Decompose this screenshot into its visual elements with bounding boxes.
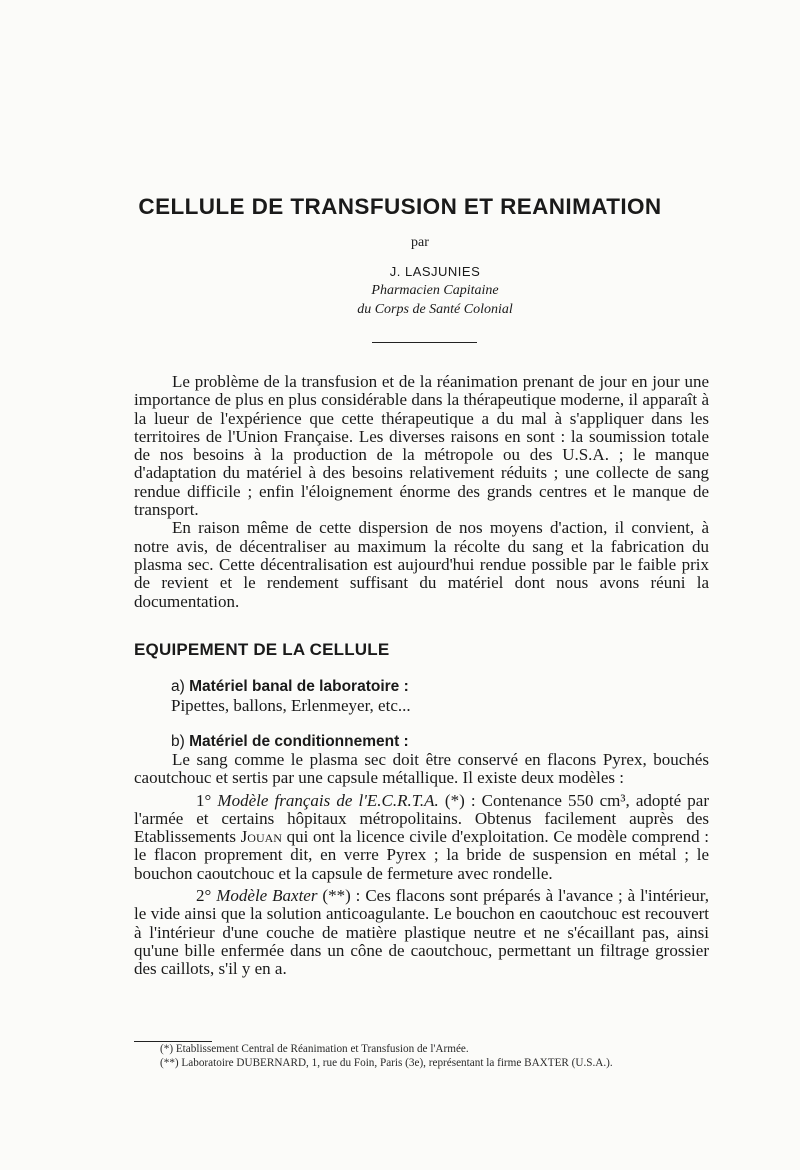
model-1-name: Modèle français de l'E.C.R.T.A. [217, 790, 439, 810]
model-1-number: 1° [196, 790, 212, 810]
subsection-a-title: Matériel banal de laboratoire : [189, 678, 409, 695]
byline-par: par [411, 235, 429, 250]
model-2-text: Ces flacons sont préparés à l'avance ; à l'intérieur, le vide ainsi que la solution anticoagulante. Le bouchon en caoutchouc est recouvert à l'intérieur d'une couche de matière plastique neutre et ne s'écaillant pas, ainsi qu'une bille enfermée dans un cône de caoutchouc, permettant un filtrage grossier des caillots, s'il y en a. [134, 886, 710, 979]
footnote-divider [134, 1041, 212, 1042]
author-name: J. LASJUNIES [389, 264, 481, 279]
article-title: CELLULE DE TRANSFUSION ET REANIMATION [138, 194, 662, 219]
subsection-a-text: Pipettes, ballons, Erlenmeyer, etc... [171, 696, 411, 715]
section-heading: EQUIPEMENT DE LA CELLULE [134, 640, 390, 659]
model-1-text-2: qui ont la licence civile d'exploitation. Ce modèle comprend : le flacon proprement dit, en verre Pyrex ; la bride de suspension en métal ; le bouchon caoutchouc et la capsule de fermeture avec rondelle. [134, 827, 710, 883]
subsection-a-prefix: a) [171, 678, 185, 695]
model-2-number: 2° [196, 886, 212, 906]
subsection-b-heading [171, 733, 409, 751]
author-role: Pharmacien Capitaine [371, 283, 499, 298]
intro-paragraph-2: En raison même de cette dispersion de nos moyens d'action, il convient, à notre avis, de décentraliser au maximum la récolte du sang et la fabrication du plasma sec. Cette décentralisation est aujourd'hui rendue possible par le faible prix de revient et le rendement suffisant du matériel dont nous avons réuni la documentation. [134, 518, 709, 611]
model-2-paragraph [134, 887, 709, 978]
model-1-paragraph [134, 792, 709, 883]
model-2-name: Modèle Baxter [216, 886, 318, 906]
author-corps: du Corps de Santé Colonial [357, 302, 513, 317]
model-1-text-1: Contenance 550 cm³, adopté par l'armée et certains hôpitaux métropolitains. Obtenus facilement auprès des Etablissements [134, 790, 709, 847]
author-block [300, 262, 570, 319]
intro-paragraph-1: Le problème de la transfusion et de la réanimation prenant de jour en jour une importance de plus en plus considérable dans la thérapeutique moderne, il apparaît à la lueur de l'expérience que cette thérapeutique a du mal à s'appliquer dans les territoires de l'Union Française. Les diverses raisons en sont : la soumission totale de nos besoins à la production de la métropole ou des U.S.A. ; le manque d'adaptation du matériel à des besoins relativement réduits ; une collecte de sang rendue difficile ; enfin l'éloignement énorme des grands centres et le manque de transport. [134, 372, 709, 520]
intro-section [134, 373, 709, 611]
title-divider [372, 342, 477, 343]
model-2-footnote-mark: (**) : [322, 886, 361, 906]
subsection-b-title: Matériel de conditionnement : [189, 733, 409, 750]
model-1-brand: Jouan [240, 827, 282, 847]
subsection-b-body [134, 751, 709, 979]
footnotes [134, 1043, 709, 1070]
subsection-b-prefix: b) [171, 733, 185, 750]
footnote-1: (*) Etablissement Central de Réanimation et Transfusion de l'Armée. [160, 1043, 469, 1055]
conditioning-paragraph: Le sang comme le plasma sec doit être conservé en flacons Pyrex, bouchés caoutchouc et sertis par une capsule métallique. Il existe deux modèles : [134, 750, 709, 788]
subsection-a-heading [171, 678, 409, 696]
footnote-2: (**) Laboratoire DUBERNARD, 1, rue du Foin, Paris (3e), représentant la firme BAXTER (U.S.A.). [160, 1056, 613, 1069]
model-1-footnote-mark: (*) : [444, 790, 476, 810]
